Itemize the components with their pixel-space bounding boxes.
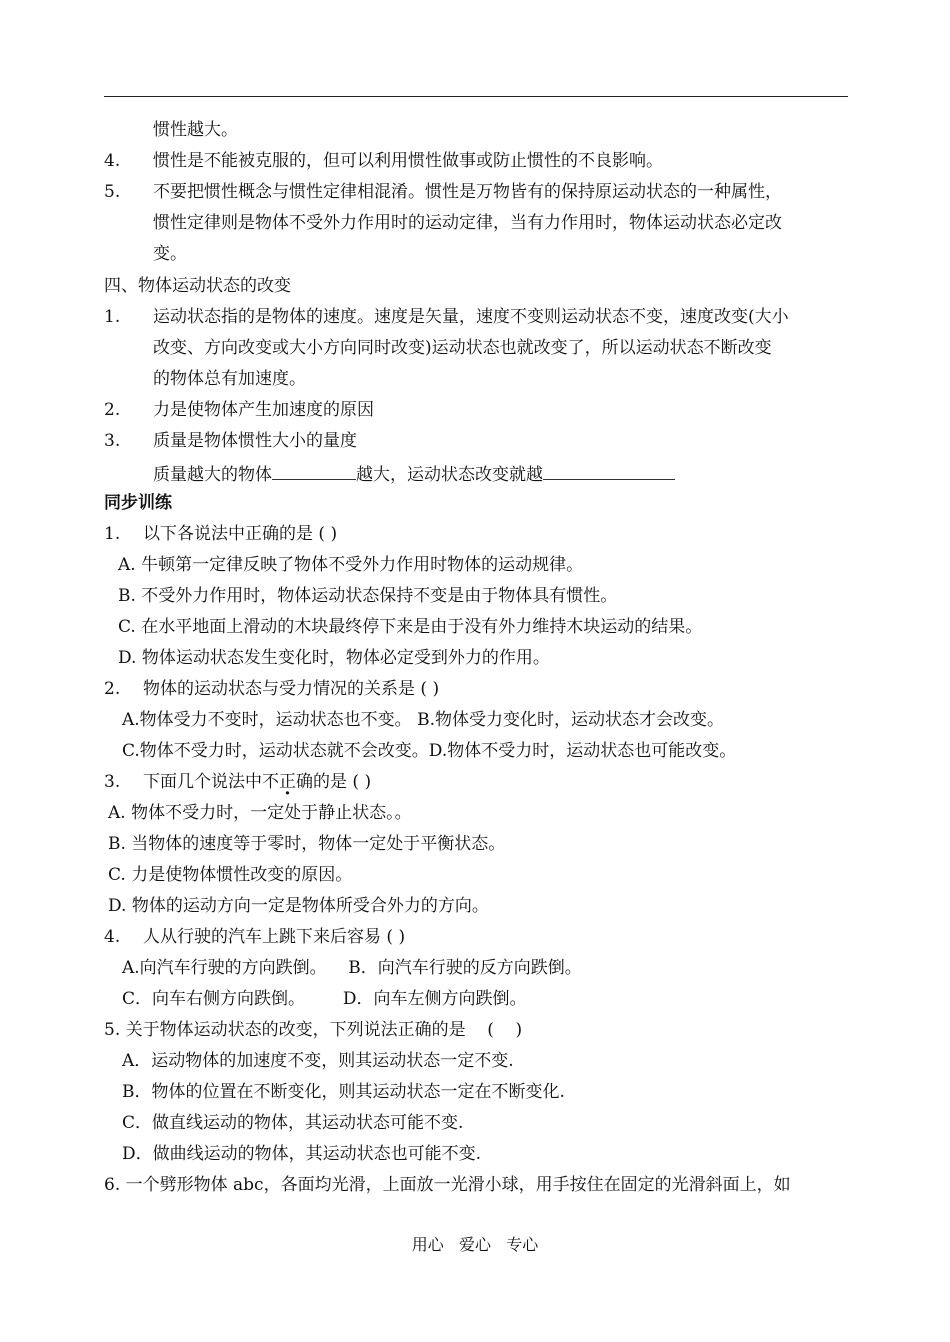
- note-number: 4.: [104, 151, 121, 171]
- question-number: 4.: [104, 927, 121, 947]
- section-heading: 四、物体运动状态的改变: [104, 276, 291, 296]
- question-stem: 人从行驶的汽车上跳下来后容易 ( ): [143, 927, 406, 947]
- answer-blank[interactable]: [272, 461, 356, 480]
- practice-heading: 同步训练: [104, 493, 172, 513]
- page-footer: 用心 爱心 专心: [411, 1235, 539, 1254]
- note-text: 力是使物体产生加速度的原因: [153, 400, 374, 420]
- note-text: 惯性是不能被克服的，但可以利用惯性做事或防止惯性的不良影响。: [153, 151, 663, 171]
- answer-option: C. 在水平地面上滑动的木块最终停下来是由于没有外力维持木块运动的结果。: [118, 617, 703, 637]
- answer-option: A. 物体不受力时，一定处于静止状态。。: [108, 803, 412, 823]
- note-text: 惯性定律则是物体不受外力作用时的运动定律，当有力作用时，物体运动状态必定改: [153, 213, 782, 233]
- stem-text: 的是 ( ): [313, 772, 372, 792]
- answer-option: B．物体的位置在不断变化，则其运动状态一定在不断变化.: [122, 1082, 565, 1102]
- note-text: 变。: [153, 244, 187, 264]
- answer-option: C. 力是使物体惯性改变的原因。: [108, 865, 353, 885]
- answer-option-row: A.向汽车行驶的方向跌倒。 B．向汽车行驶的反方向跌倒。: [122, 958, 582, 978]
- note-number: 2.: [104, 400, 121, 420]
- answer-option: A. 牛顿第一定律反映了物体不受外力作用时物体的运动规律。: [118, 555, 584, 575]
- note-text: 的物体总有加速度。: [153, 369, 306, 389]
- note-text: 不要把惯性概念与惯性定律相混淆。惯性是万物皆有的保持原运动状态的一种属性，: [153, 182, 782, 202]
- note-number: 1.: [104, 307, 121, 327]
- question-number: 3.: [104, 772, 121, 792]
- fill-blank-line: [153, 461, 675, 487]
- stem-text: 下面几个说法中: [143, 772, 262, 792]
- fill-blank-text: 质量越大的物体: [153, 465, 272, 485]
- answer-option-row: A.物体受力不变时，运动状态也不变。 B.物体受力变化时，运动状态才会改变。: [122, 710, 724, 730]
- answer-option-row: C．向车右侧方向跌倒。 D．向车左侧方向跌倒。: [122, 989, 527, 1009]
- note-text: 质量是物体惯性大小的量度: [153, 431, 357, 451]
- question-stem: 物体的运动状态与受力情况的关系是 ( ): [143, 679, 440, 699]
- note-number: 5.: [104, 182, 121, 202]
- question-number: 1.: [104, 524, 121, 544]
- answer-blank[interactable]: [543, 461, 675, 480]
- question-stem: [143, 770, 371, 794]
- question-stem: 5. 关于物体运动状态的改变，下列说法正确的是 ( ): [104, 1020, 523, 1040]
- answer-option: D. 物体的运动方向一定是物体所受合外力的方向。: [108, 896, 489, 916]
- question-stem: 以下各说法中正确的是 ( ): [143, 524, 338, 544]
- header-rule: [104, 96, 848, 97]
- answer-option: D．做曲线运动的物体，其运动状态也可能不变.: [122, 1144, 482, 1164]
- fill-blank-text: 越大，运动状态改变就越: [356, 465, 543, 485]
- question-number: 2.: [104, 679, 121, 699]
- question-stem: 6. 一个劈形物体 abc，各面均光滑，上面放一光滑小球，用手按住在固定的光滑斜面上，如: [104, 1175, 791, 1195]
- note-text: 运动状态指的是物体的速度。速度是矢量，速度不变则运动状态不变，速度改变(大小: [153, 307, 789, 327]
- answer-option: A．运动物体的加速度不变，则其运动状态一定不变.: [122, 1051, 514, 1071]
- continuation-text: 惯性越大。: [153, 120, 238, 140]
- answer-option-row: C.物体不受力时，运动状态就不会改变。D.物体不受力时，运动状态也可能改变。: [122, 741, 737, 761]
- note-number: 3.: [104, 431, 121, 451]
- emphasis-text: 不正确: [262, 772, 313, 792]
- answer-option: B. 当物体的速度等于零时，物体一定处于平衡状态。: [108, 834, 506, 854]
- answer-option: B. 不受外力作用时，物体运动状态保持不变是由于物体具有惯性。: [118, 586, 618, 606]
- answer-option: C．做直线运动的物体，其运动状态可能不变.: [122, 1113, 464, 1133]
- answer-option: D. 物体运动状态发生变化时，物体必定受到外力的作用。: [118, 648, 550, 668]
- note-text: 改变、方向改变或大小方向同时改变)运动状态也就改变了，所以运动状态不断改变: [153, 338, 772, 358]
